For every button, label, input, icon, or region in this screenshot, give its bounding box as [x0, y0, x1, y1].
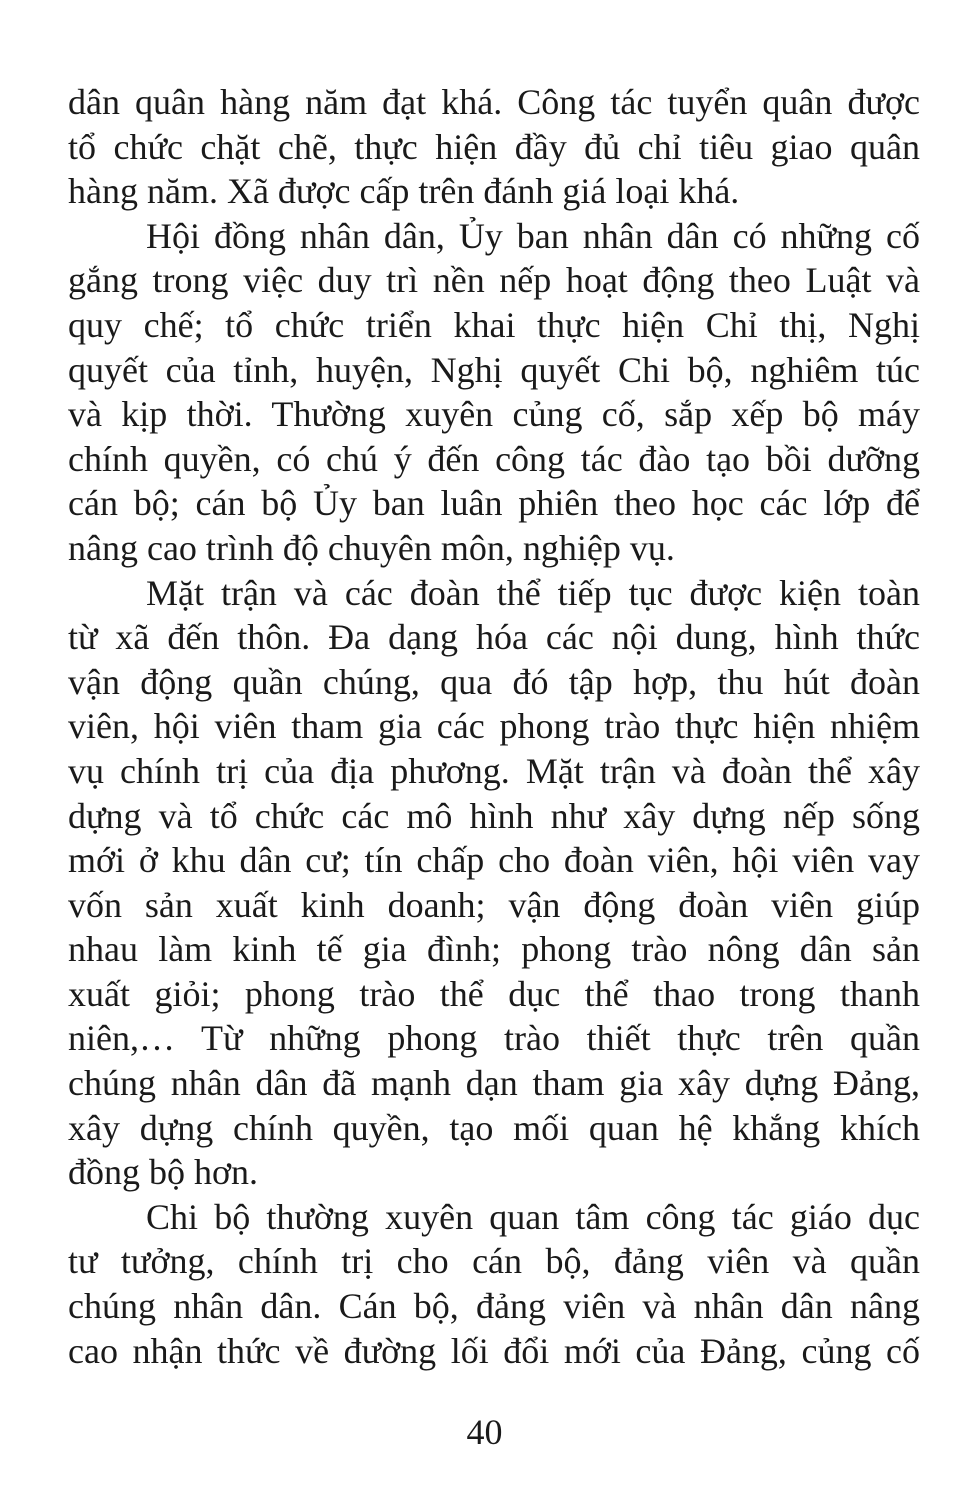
text-line: Hội đồng nhân dân, Ủy ban nhân dân có những cố: [146, 215, 920, 256]
text-line: quy chế; tổ chức triển khai thực hiện Chỉ thị, Nghị: [68, 304, 920, 345]
text-line: dân quân hàng năm đạt khá. Công tác tuyển quân được: [68, 82, 920, 122]
text-line: gắng trong việc duy trì nền nếp hoạt động theo Luật và: [68, 260, 920, 301]
text-line: và kịp thời. Thường xuyên củng cố, sắp xếp bộ máy: [68, 394, 920, 435]
text-line: mới ở khu dân cư; tín chấp cho đoàn viên, hội viên vay: [68, 840, 920, 881]
text-line: vốn sản xuất kinh doanh; vận động đoàn viên giúp: [68, 884, 920, 925]
text-line: chúng nhân dân đã mạnh dạn tham gia xây dựng Đảng,: [68, 1063, 920, 1104]
text-line: chính quyền, có chú ý đến công tác đào tạo bồi dưỡng: [68, 438, 920, 479]
text-line: hàng năm. Xã được cấp trên đánh giá loại khá.: [68, 171, 740, 212]
text-line: vụ chính trị của địa phương. Mặt trận và đoàn thể xây: [68, 750, 920, 791]
text-line: đồng bộ hơn.: [68, 1152, 259, 1193]
text-line: niên,… Từ những phong trào thiết thực trên quần: [68, 1018, 920, 1059]
page-number: 40: [466, 1412, 503, 1452]
text-line: cao nhận thức về đường lối đổi mới của Đảng, củng cố: [68, 1330, 920, 1371]
text-line: quyết của tỉnh, huyện, Nghị quyết Chi bộ, nghiêm túc: [68, 349, 920, 390]
text-line: chúng nhân dân. Cán bộ, đảng viên và nhân dân nâng: [68, 1286, 920, 1327]
text-line: nhau làm kinh tế gia đình; phong trào nông dân sản: [68, 929, 920, 970]
body-text: [68, 80, 920, 1373]
text-line: xây dựng chính quyền, tạo mối quan hệ khắng khích: [68, 1107, 920, 1148]
text-line: tư tưởng, chính trị cho cán bộ, đảng viên và quần: [68, 1241, 920, 1282]
text-line: Mặt trận và các đoàn thể tiếp tục được kiện toàn: [146, 572, 920, 613]
text-line: tổ chức chặt chẽ, thực hiện đầy đủ chỉ tiêu giao quân: [68, 126, 920, 167]
text-line: từ xã đến thôn. Đa dạng hóa các nội dung, hình thức: [68, 617, 920, 658]
text-line: vận động quần chúng, qua đó tập hợp, thu hút đoàn: [68, 661, 920, 702]
text-line: nâng cao trình độ chuyên môn, nghiệp vụ.: [68, 527, 675, 568]
text-line: cán bộ; cán bộ Ủy ban luân phiên theo học các lớp để: [68, 483, 920, 524]
text-line: dựng và tổ chức các mô hình như xây dựng nếp sống: [68, 795, 920, 836]
text-line: xuất giỏi; phong trào thể dục thể thao trong thanh: [68, 973, 920, 1014]
text-line: viên, hội viên tham gia các phong trào thực hiện nhiệm: [68, 706, 920, 747]
text-line: Chi bộ thường xuyên quan tâm công tác giáo dục: [146, 1196, 920, 1237]
